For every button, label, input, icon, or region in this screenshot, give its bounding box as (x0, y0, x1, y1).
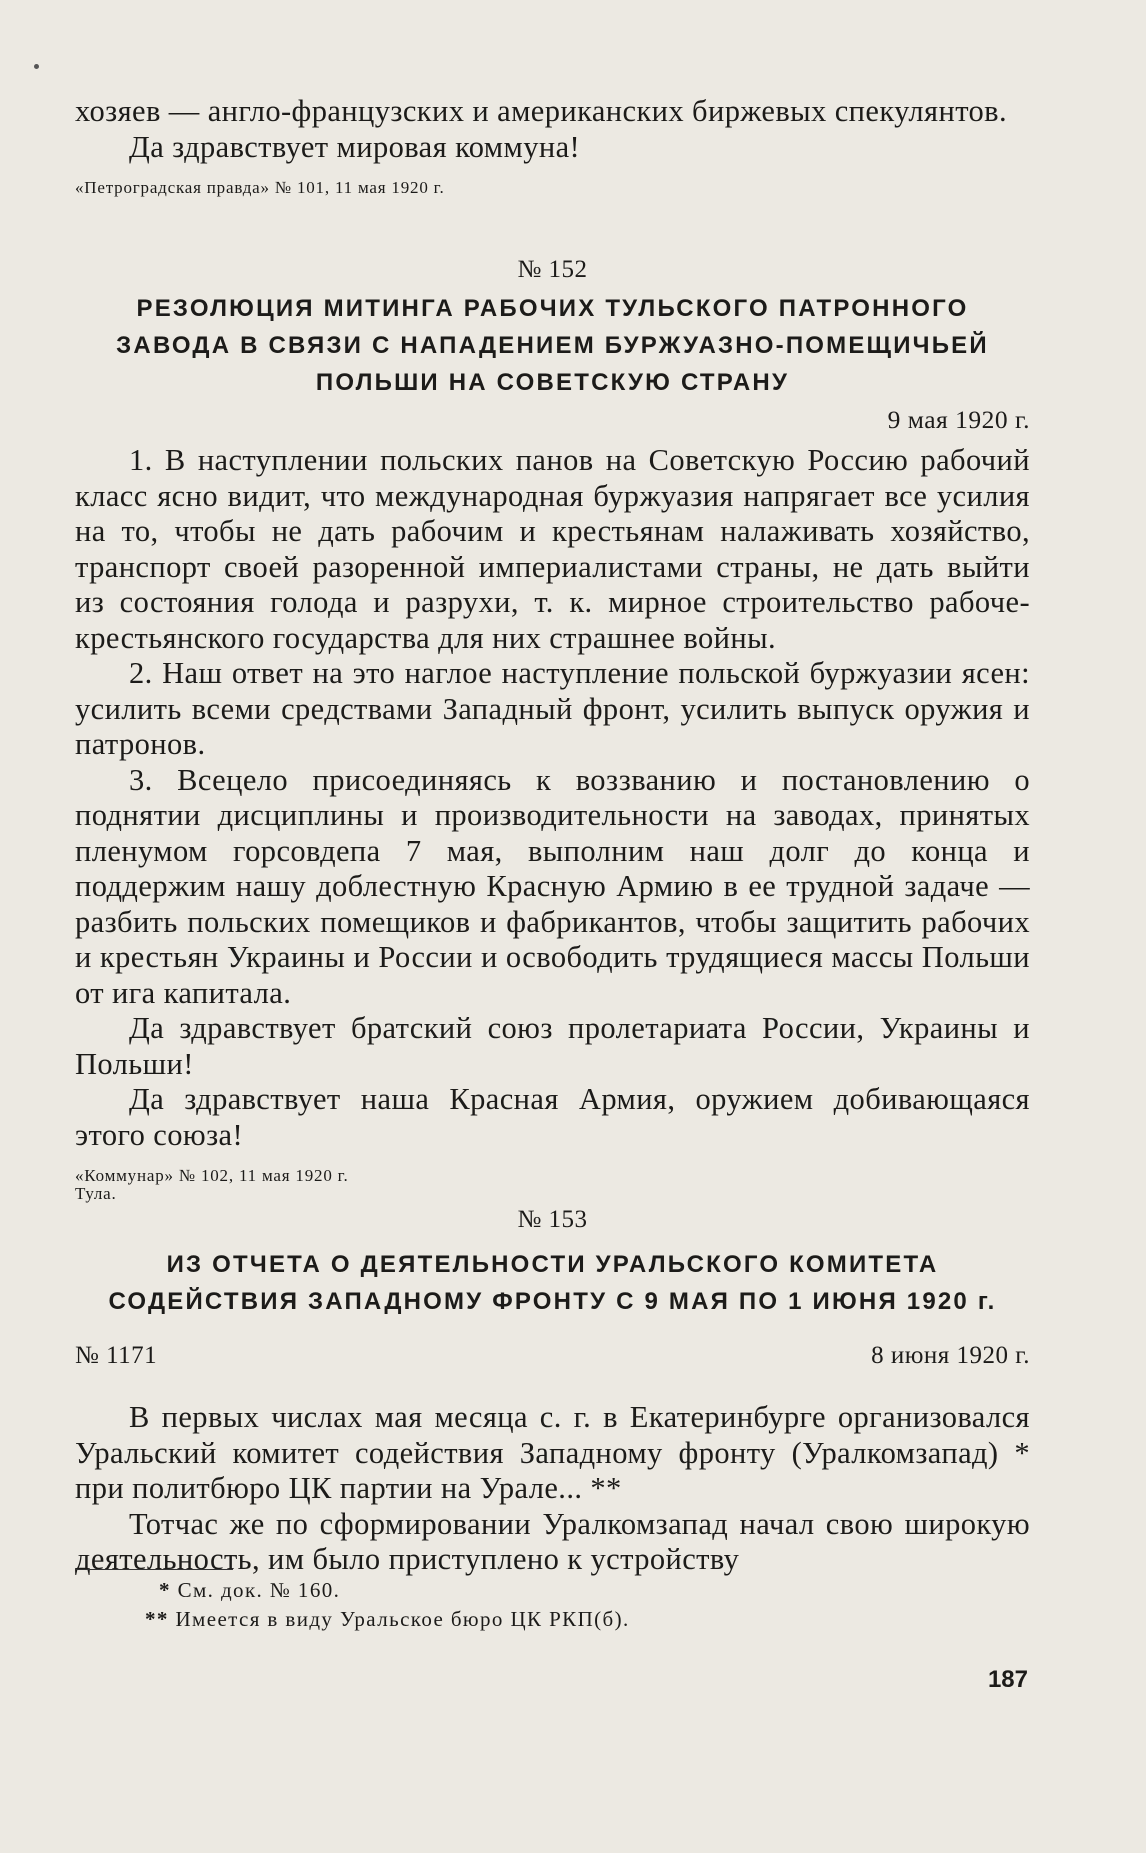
continuation-text: хозяев — англо-французских и американских биржевых спекулянтов. (75, 94, 1007, 128)
paragraph: Да здравствует братский союз пролетариата России, Украины и Польши! (75, 1011, 1030, 1081)
document-152-title-line: ПОЛЬШИ НА СОВЕТСКУЮ СТРАНУ (315, 369, 790, 396)
paragraph: В первых числах мая месяца с. г. в Екатеринбурге организовался Уральский комитет содействия Западному фронту (Уралкомзапад) * при политбюро ЦК партии на Урале... ** (75, 1400, 1030, 1505)
document-153-title-line: СОДЕЙСТВИЯ ЗАПАДНОМУ ФРОНТУ С 9 МАЯ ПО 1 ИЮНЯ 1920 г. (108, 1288, 997, 1315)
page-number: 187 (987, 1666, 1028, 1693)
document-153-title-line: ИЗ ОТЧЕТА О ДЕЯТЕЛЬНОСТИ УРАЛЬСКОГО КОМИТЕТА (166, 1251, 939, 1278)
document-153-body (75, 1400, 1030, 1578)
footnote-mark: * (159, 1578, 171, 1602)
continuation-block (75, 94, 1030, 197)
print-speck (34, 64, 39, 69)
footnote-divider (75, 1569, 233, 1570)
source-line: Тула. (75, 1184, 117, 1203)
footnote-mark: ** (145, 1607, 169, 1631)
source-line: «Коммунар» № 102, 11 мая 1920 г. (75, 1166, 349, 1185)
document-152 (75, 256, 1030, 1203)
document-153-date: 8 июня 1920 г. (871, 1342, 1030, 1369)
document-153 (75, 1206, 1030, 1578)
paragraph: Да здравствует наша Красная Армия, оружием добивающаяся этого союза! (75, 1082, 1030, 1152)
footnote (75, 1576, 1030, 1605)
document-152-body (75, 443, 1030, 1153)
document-153-number: № 153 (517, 1206, 588, 1233)
document-152-date: 9 мая 1920 г. (887, 405, 1030, 434)
paragraph: Тотчас же по сформировании Уралкомзапад начал свою широкую деятельность, им было приступлено к устройству (75, 1506, 1030, 1576)
document-153-ref-number: № 1171 (75, 1342, 158, 1369)
document-152-title-line: РЕЗОЛЮЦИЯ МИТИНГА РАБОЧИХ ТУЛЬСКОГО ПАТРОННОГО (136, 295, 969, 322)
document-153-title (75, 1246, 1030, 1320)
document-152-title-line: ЗАВОДА В СВЯЗИ С НАПАДЕНИЕМ БУРЖУАЗНО-ПОМЕЩИЧЬЕЙ (116, 332, 989, 359)
paragraph: 3. Всецело присоединяясь к воззванию и постановлению о поднятии дисциплины и производительности на заводах, принятых пленумом горсовдепа 7 мая, выполним наш долг до конца и поддержим нашу доблестную Красную Армию в ее трудной задаче — разбить польских помещиков и фабрикантов, чтобы защитить рабочих и крестьян Украины и России и освободить трудящиеся массы Польши от ига капитала. (75, 762, 1030, 1010)
document-152-number: № 152 (517, 256, 588, 283)
footnotes (75, 1576, 1030, 1634)
footnote (75, 1605, 1030, 1634)
continuation-source: «Петроградская правда» № 101, 11 мая 1920 г. (75, 178, 445, 197)
document-153-meta (75, 1342, 1030, 1370)
paragraph: 2. Наш ответ на это наглое наступление польской буржуазии ясен: усилить всеми средствами Западный фронт, усилить выпуск оружия и патронов. (75, 656, 1030, 761)
continuation-closing: Да здравствует мировая коммуна! (129, 129, 581, 164)
paragraph: 1. В наступлении польских панов на Советскую Россию рабочий класс ясно видит, что международная буржуазия напрягает все усилия на то, чтобы не дать рабочим и крестьянам налаживать хозяйство, транспорт своей разоренной империалистами страны, не дать выйти из состояния голода и разрухи, т. к. мирное строительство рабоче-крестьянского государства для них страшнее войны. (75, 443, 1030, 655)
document-152-source (75, 1167, 1030, 1203)
document-152-title (75, 290, 1030, 401)
footnote-text: Имеется в виду Уральское бюро ЦК РКП(б). (175, 1607, 630, 1631)
footnote-text: См. док. № 160. (177, 1578, 341, 1602)
